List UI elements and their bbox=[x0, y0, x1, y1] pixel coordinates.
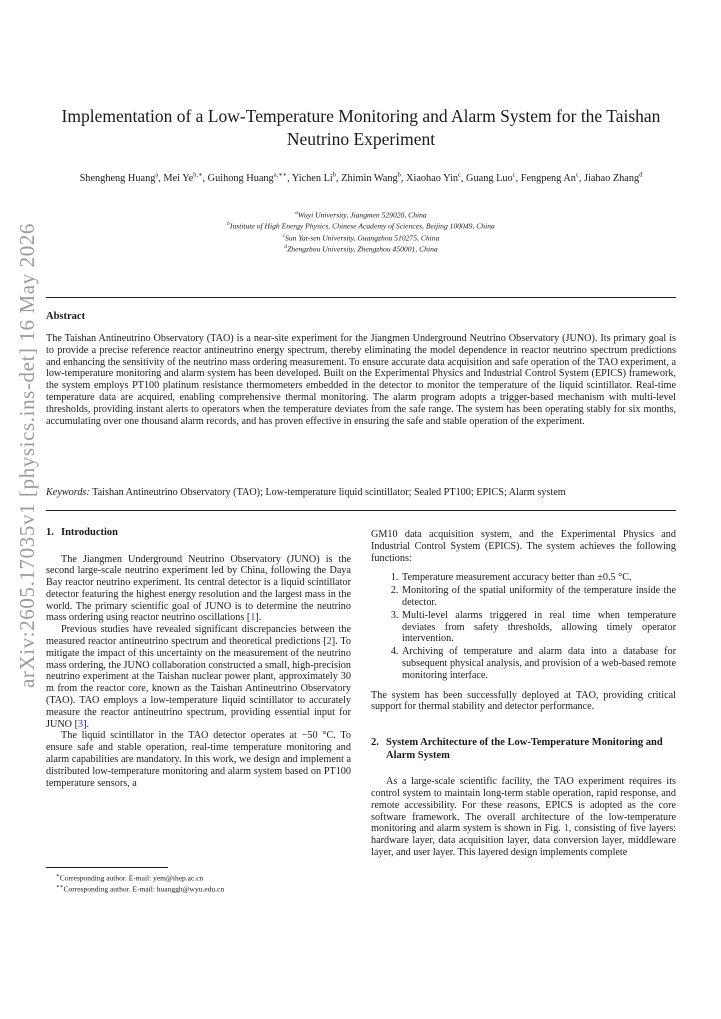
citation-link[interactable]: 1 bbox=[250, 612, 256, 624]
affiliation: $^c$Sun Yat-sen University, Guangzhou 510275, China bbox=[282, 232, 440, 243]
citation-link[interactable]: 2 bbox=[326, 636, 332, 648]
architecture-paragraph: As a large-scale scientific facility, the TAO experiment requires its control system to maintain long-term stable operation, rapid response, and remote accessibility. For these reasons, EPICS is adopted as the core software framework. The overall architecture of the low-temperature monitoring and alarm system is shown in Fig. 1, consisting of five layers: hardware layer, data acquisition layer, data conversion layer, middleware layer, and user layer. This layered design implements complete bbox=[371, 776, 676, 858]
function-list-item: 4. Archiving of temperature and alarm data into a database for subsequent physical analysis, and provision of a web-based remote monitoring interface. bbox=[401, 646, 676, 681]
abstract-top-rule bbox=[46, 297, 676, 298]
affiliation: $^d$Zhengzhou University, Zhengzhou 450001, China bbox=[284, 243, 438, 254]
abstract-heading: Abstract bbox=[46, 311, 86, 322]
keywords bbox=[46, 487, 676, 499]
function-list-item: 3. Multi-level alarms triggered in real time when temperature deviates from safety thresholds, allowing timely operator intervention. bbox=[401, 610, 676, 645]
right-column bbox=[371, 529, 676, 859]
keywords-label: Keywords: bbox=[46, 487, 90, 498]
author: Zhimin Wang$^b$, bbox=[341, 172, 407, 185]
arxiv-identifier-text: arXiv:2605.17035v1 [physics.ins-det] 16 May 2026 bbox=[15, 222, 40, 688]
section-heading-system-architecture: 2. System Architecture of the Low-Temperature Monitoring and Alarm System bbox=[371, 737, 663, 761]
function-list-item: 2. Monitoring of the spatial uniformity of the temperature inside the detector. bbox=[401, 585, 676, 609]
left-column bbox=[46, 527, 351, 789]
footnote: ∗Corresponding author. E-mail: yem@ihep.ac.cn bbox=[56, 873, 204, 883]
paper-title: Implementation of a Low-Temperature Monitoring and Alarm System for the Taishan Neutrino Experiment bbox=[61, 106, 661, 149]
affiliation: $^b$Institute of High Energy Physics, Chinese Academy of Sciences, Beijing 100049, China bbox=[227, 221, 495, 231]
intro-paragraph: The Jiangmen Underground Neutrino Observatory (JUNO) is the second large-scale neutrino experiment led by China, following the Daya Bay reactor neutrino experiment. Its central detector is a liquid scintillator detector featuring the highest energy resolution and the largest mass in the world. The primary scientific goal of JUNO is to determine the neutrino mass ordering using reactor neutrino oscillations [1]. bbox=[46, 553, 351, 624]
intro-paragraph-continued: GM10 data acquisition system, and the Experimental Physics and Industrial Control System (EPICS). The system achieves the following functions: bbox=[371, 529, 676, 564]
citation-link[interactable]: 3 bbox=[77, 718, 84, 730]
affiliation-list bbox=[46, 209, 676, 254]
author: Mei $Ye^{b,∗}$, bbox=[163, 172, 208, 185]
author: Jiahao Zhang$^d$ bbox=[583, 172, 643, 185]
intro-paragraph: Previous studies have revealed significant discrepancies between the measured reactor antineutrino spectrum and theoretical predictions [2]. To mitigate the impact of this uncertainty on the measurement of the neutrino mass ordering, the JUNO collaboration constructed a small, high-precision neutrino experiment at the Taishan nuclear power plant, approximately 30 m from the reactor core, known as the Taishan Antineutrino Observatory (TAO). TAO employs a low-temperature liquid scintillator to accurately measure the reactor antineutrino spectrum, providing essential input for JUNO [3]. bbox=[46, 624, 351, 730]
keywords-text: Taishan Antineutrino Observatory (TAO); Low-temperature liquid scintillator; Sealed PT100; EPICS; Alarm system bbox=[92, 487, 566, 498]
affiliation: $^a$Wuyi University, Jiangmen 529020, China bbox=[295, 210, 427, 220]
abstract-bottom-rule bbox=[46, 510, 676, 511]
figure-link[interactable]: 1 bbox=[563, 823, 569, 835]
author-list bbox=[46, 170, 676, 186]
abstract-text: The Taishan Antineutrino Observatory (TAO) is a near-site experiment for the Jiangmen Underground Neutrino Observatory (JUNO). Its primary goal is to provide a precise reference reactor antineutrino energy spectrum, thereby eliminating the model dependence in reactor neutrino spectrum predictions and enhancing the sensitivity of the neutrino mass ordering measurement. To ensure accurate data acquisition and safe operation of the TAO experiment, a low-temperature monitoring and alarm system has been developed. Built on the Experimental Physics and Industrial Control System (EPICS) framework, the system employs PT100 platinum resistance thermometers embedded in the detector to monitor the temperature of the liquid scintillator. Real-time temperature data are acquired, enabling comprehensive thermal monitoring. The alarm program adopts a trigger-based mechanism with multi-level thresholds, providing instant alerts to operators when the temperature deviates from the safe range. The system has been operating stably for six months, accumulating over one thousand alarm records, and has proven effective in ensuring the safe and stable operation of the experiment. bbox=[46, 333, 676, 427]
author: Xiaohao Yin$^c$, bbox=[406, 172, 467, 185]
author: Guihong Huang$^{a,∗∗}$, bbox=[207, 172, 292, 185]
author: Yichen Li$^b$, bbox=[291, 172, 342, 185]
footnotes bbox=[46, 872, 351, 894]
arxiv-identifier-stamp bbox=[13, 222, 43, 688]
footnote-rule bbox=[46, 867, 168, 868]
author: Fengpeng An$^c$, bbox=[520, 172, 584, 185]
intro-paragraph: The system has been successfully deployed at TAO, providing critical support for thermal stability and detector performance. bbox=[371, 689, 676, 713]
footnote: ∗∗Corresponding author. E-mail: huanggh@wyu.edu.cn bbox=[56, 884, 225, 894]
intro-paragraph: The liquid scintillator in the TAO detector operates at −50 °C. To ensure safe and stable operation, real-time temperature monitoring and alarm capabilities are mandatory. In this work, we design and implement a distributed low-temperature monitoring and alarm system based on PT100 temperature sensors, a bbox=[46, 730, 351, 789]
section-heading-introduction: 1. Introduction bbox=[46, 527, 118, 538]
author: Shengheng Huang$^a$, bbox=[79, 172, 164, 185]
author: Guang Luo$^c$, bbox=[466, 172, 521, 185]
function-list bbox=[371, 572, 676, 681]
function-list-item: 1. Temperature measurement accuracy better than ±0.5 °C. bbox=[401, 572, 676, 584]
